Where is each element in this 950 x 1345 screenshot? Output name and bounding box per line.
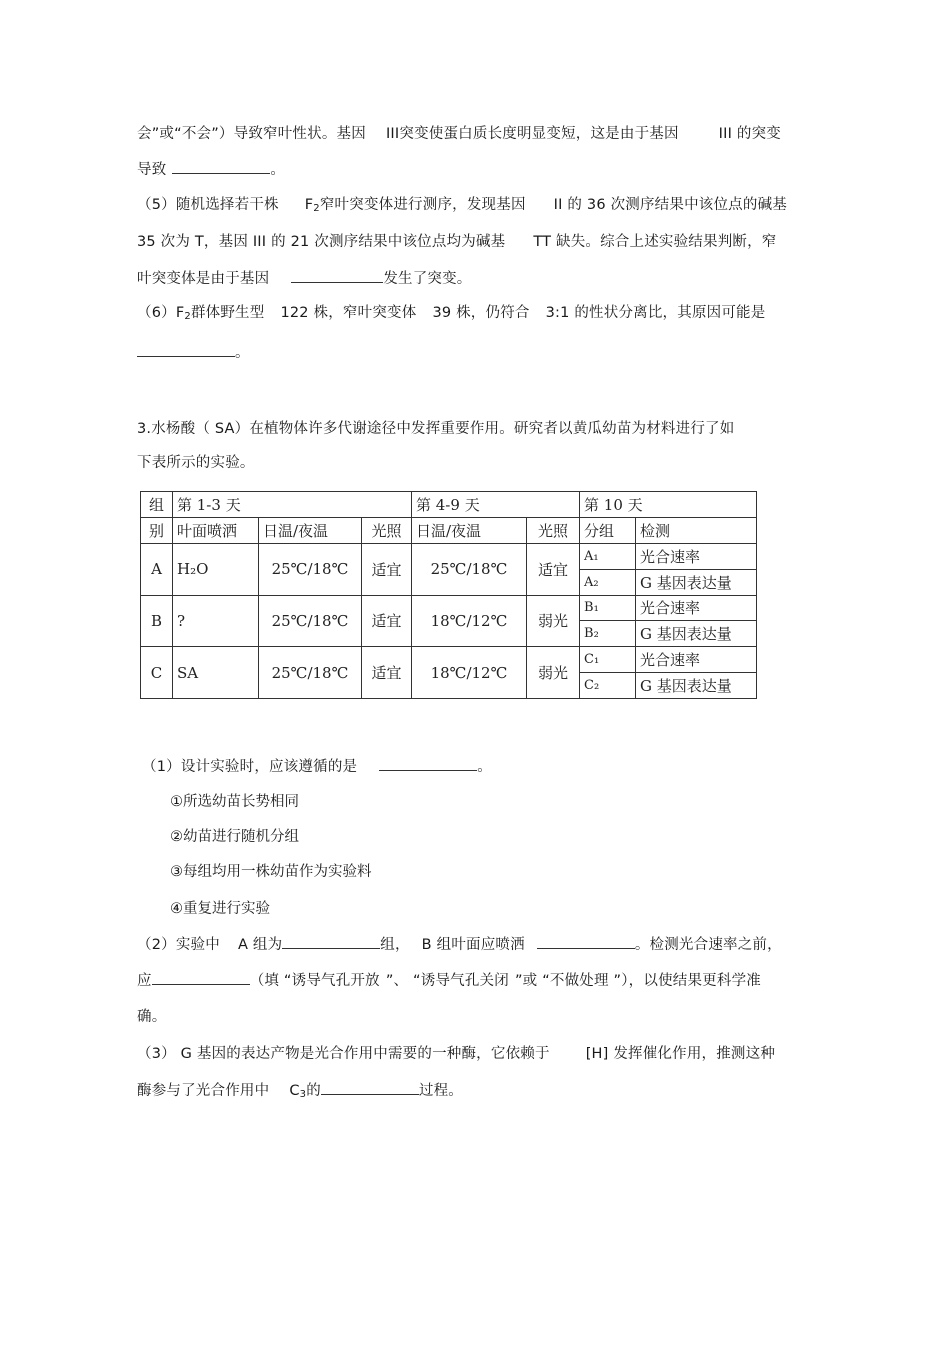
subscript: 3 xyxy=(299,1089,307,1100)
text: 窄叶突变体进行测序，发现基因 xyxy=(319,197,526,213)
header-cell: 光照 xyxy=(527,517,580,543)
answer-blank[interactable] xyxy=(537,934,635,949)
subgroup-cell: B₁ xyxy=(580,595,636,621)
text: [H] 发挥催化作用，推测这种 xyxy=(585,1046,776,1062)
q2-line-2 xyxy=(137,159,285,180)
q3-p3-line-2 xyxy=(137,1080,463,1105)
text: 3:1 的性状分离比，其原因可能是 xyxy=(545,305,766,321)
text: A 组为 xyxy=(237,937,283,953)
q3-p2-line-3 xyxy=(137,1007,166,1027)
answer-blank[interactable] xyxy=(137,342,235,357)
subgroup-cell: A₁ xyxy=(580,543,636,569)
text: （5）随机选择若干株 xyxy=(137,197,279,213)
temp-cell: 25℃/18℃ xyxy=(259,543,362,595)
table-header-row-1 xyxy=(141,492,757,518)
header-cell: 第 10 天 xyxy=(580,492,757,518)
text: 发生了突变。 xyxy=(383,271,472,287)
text: （3） G 基因的表达产物是光合作用中需要的一种酶，它依赖于 xyxy=(137,1046,550,1062)
text: 。 xyxy=(477,759,492,775)
text: 122 株，窄叶突变体 xyxy=(280,305,417,321)
light-cell: 适宜 xyxy=(362,595,412,647)
answer-blank[interactable] xyxy=(152,970,250,985)
text: III 的突变 xyxy=(718,126,782,142)
detect-cell: G 基因表达量 xyxy=(636,569,757,595)
text: （1）设计实验时，应该遵循的是 xyxy=(142,759,358,775)
answer-blank[interactable] xyxy=(291,268,383,283)
subscript: 2 xyxy=(313,203,320,214)
q3-p2-line-2 xyxy=(137,970,761,991)
header-cell: 日温/夜温 xyxy=(259,517,362,543)
text: II 的 36 次测序结果中该位点的碱基 xyxy=(553,197,787,213)
subgroup-cell: B₂ xyxy=(580,621,636,647)
table-row xyxy=(141,543,757,569)
text: 群体野生型 xyxy=(190,305,265,321)
table-row xyxy=(141,647,757,673)
detect-cell: 光合速率 xyxy=(636,595,757,621)
text: 39 株，仍符合 xyxy=(432,305,530,321)
q3-p1-line xyxy=(142,756,492,777)
light-cell: 适宜 xyxy=(527,543,580,595)
detect-cell: 光合速率 xyxy=(636,647,757,673)
answer-blank[interactable] xyxy=(172,159,270,174)
q2-p5-line-2 xyxy=(137,232,777,252)
answer-blank[interactable] xyxy=(321,1080,419,1095)
q3-p3-line-1 xyxy=(137,1044,775,1064)
text: （6）F xyxy=(137,305,185,321)
header-cell: 第 1-3 天 xyxy=(173,492,412,518)
subgroup-cell: C₂ xyxy=(580,673,636,699)
header-cell: 组 xyxy=(141,492,173,518)
detect-cell: G 基因表达量 xyxy=(636,673,757,699)
text: 35 次为 T，基因 III 的 21 次测序结果中该位点均为碱基 xyxy=(137,234,506,250)
option-3: ③每组均用一株幼苗作为实验料 xyxy=(170,864,372,880)
header-cell: 分组 xyxy=(580,517,636,543)
text: 应 xyxy=(137,973,152,989)
light-cell: 适宜 xyxy=(362,543,412,595)
text: 会”或“不会”）导致窄叶性状。基因 xyxy=(137,126,366,142)
table-header-row-2 xyxy=(141,517,757,543)
subgroup-cell: A₂ xyxy=(580,569,636,595)
spray-cell: SA xyxy=(173,647,259,699)
text: III突变使蛋白质长度明显变短，这是由于基因 xyxy=(385,126,679,142)
text: B 组叶面应喷洒 xyxy=(421,937,525,953)
text: 酶参与了光合作用中 xyxy=(137,1083,270,1099)
text: 下表所示的实验。 xyxy=(137,455,255,471)
text: 叶突变体是由于基因 xyxy=(137,271,270,287)
text: 3.水杨酸（ SA）在植物体许多代谢途径中发挥重要作用。研究者以黄瓜幼苗为材料进行了如 xyxy=(137,421,735,437)
text: 。检测光合速率之前， xyxy=(634,937,782,953)
text: （填 “诱导气孔开放 xyxy=(249,973,380,989)
group-cell: C xyxy=(141,647,173,699)
text: ”或 “不做处理 ”），以使结果更科学准 xyxy=(514,973,761,989)
temp-cell: 25℃/18℃ xyxy=(259,647,362,699)
group-cell: B xyxy=(141,595,173,647)
text: ”、 “诱导气孔关闭 xyxy=(385,973,509,989)
subscript: 2 xyxy=(184,311,191,322)
q2-p5-line-3 xyxy=(137,268,472,289)
option-2: ②幼苗进行随机分组 xyxy=(170,829,299,845)
temp-cell: 18℃/12℃ xyxy=(412,647,527,699)
text: C xyxy=(289,1083,300,1099)
text: 过程。 xyxy=(418,1083,464,1099)
header-cell: 叶面喷洒 xyxy=(173,517,259,543)
text: 。 xyxy=(270,162,286,178)
temp-cell: 25℃/18℃ xyxy=(259,595,362,647)
detect-cell: 光合速率 xyxy=(636,543,757,569)
spray-cell: H₂O xyxy=(173,543,259,595)
q2-p5-line-1 xyxy=(137,195,787,219)
subgroup-cell: C₁ xyxy=(580,647,636,673)
header-cell: 检测 xyxy=(636,517,757,543)
text: 的 xyxy=(306,1083,321,1099)
spray-cell: ? xyxy=(173,595,259,647)
detect-cell: G 基因表达量 xyxy=(636,621,757,647)
text: TT 缺失。综合上述实验结果判断，窄 xyxy=(533,234,777,250)
q3-intro-line-2 xyxy=(137,453,255,473)
q2-p6-line-2 xyxy=(137,342,250,363)
light-cell: 适宜 xyxy=(362,647,412,699)
text: （2）实验中 xyxy=(137,937,220,953)
q2-line-1 xyxy=(137,124,781,144)
text: F xyxy=(304,197,314,213)
header-cell: 别 xyxy=(141,517,173,543)
option-4: ④重复进行实验 xyxy=(170,901,270,917)
header-cell: 光照 xyxy=(362,517,412,543)
light-cell: 弱光 xyxy=(527,595,580,647)
q2-p6-line-1 xyxy=(137,303,765,327)
group-cell: A xyxy=(141,543,173,595)
temp-cell: 25℃/18℃ xyxy=(412,543,527,595)
answer-blank[interactable] xyxy=(282,934,380,949)
temp-cell: 18℃/12℃ xyxy=(412,595,527,647)
text: 确。 xyxy=(137,1009,167,1025)
option-1: ①所选幼苗长势相同 xyxy=(170,794,299,810)
light-cell: 弱光 xyxy=(527,647,580,699)
text: 组， xyxy=(380,937,410,953)
header-cell: 日温/夜温 xyxy=(412,517,527,543)
q3-p2-line-1 xyxy=(137,934,782,955)
table-row xyxy=(141,595,757,621)
header-cell: 第 4-9 天 xyxy=(412,492,580,518)
answer-blank[interactable] xyxy=(379,756,477,771)
q3-intro-line-1 xyxy=(137,419,734,439)
text: 。 xyxy=(235,345,250,361)
experiment-table xyxy=(140,491,757,699)
text: 导致 xyxy=(137,162,167,178)
